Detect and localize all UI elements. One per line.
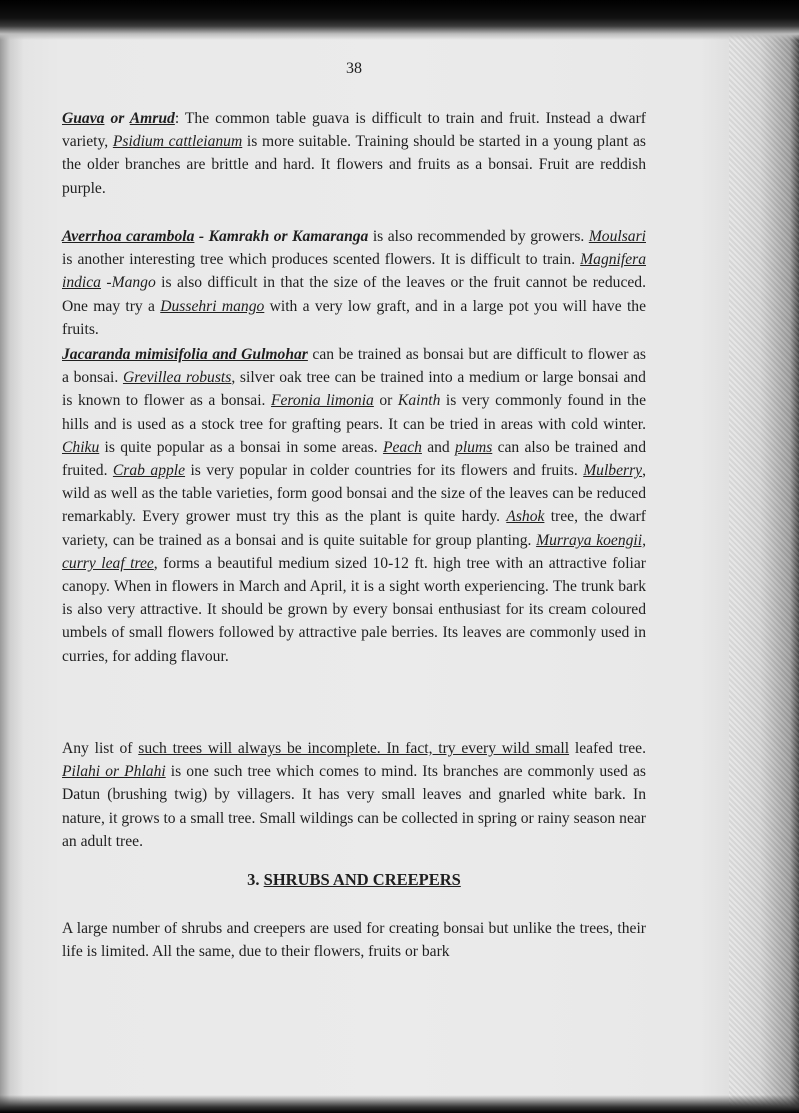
term-plums: plums [455,438,493,456]
section-heading [62,870,646,890]
term-ashok: Ashok [506,508,545,526]
section-number: 3. [247,870,264,889]
paragraph-jacaranda: Jacaranda mimisifolia and Gulmohar can be trained as bonsai but are difficult to flower as a bonsai. Grevillea robusts, silver oak tree can be trained into a medium or large bonsai and is known to flower as a bonsai. Feronia limonia or Kainth is very commonly found in the hills and is used as a stock tree for grafting pears. It can be tried in areas with cold winter. Chiku is quite popular as a bonsai in some areas. Peach and plums can also be trained and fruited. Crab apple is very popular in colder countries for its flowers and fruits. Mulberry, wild as well as the table varieties, form good bonsai and the size of the leaves can be reduced remarkably. Every grower must try this as the plant is quite hardy. Ashok tree, the dwarf variety, can be trained as a bonsai and is quite suitable for group planting. Murraya koengii, curry leaf tree, forms a beautiful medium sized 10-12 ft. high tree with an attractive foliar canopy. When in flowers in March and April, it is a sight worth experiencing. The trunk bark is also very attractive. It should be grown by every bonsai enthusiast for its cream coloured umbels of small flowers followed by attractive pale berries. Its leaves are commonly used in curries, for adding flavour. [62,346,647,665]
term-chiku: Chiku [62,438,100,456]
paragraph-guava: Guava or Amrud: The common table guava is difficult to train and fruit. Instead a dwarf variety, Psidium cattleianum is more suitable. Training should be started in a young plant as the older branches are brittle and hard. It flowers and fruits as a bonsai. Fruit are reddish purple. [62,110,646,197]
term-peach: Peach [382,438,422,456]
term-pilahi: Pilahi or Phlahi [62,763,166,781]
paragraph-averrhoa: Averrhoa carambola - Kamrakh or Kamaranga is also recommended by growers. Moulsari is another interesting tree which produces scented flowers. It is difficult to train. Magnifera indica -Mango is also difficult in that the size of the leaves or the fruit cannot be reduced. One may try a Dussehri mango with a very low graft, and in a large pot you will have the fruits. [62,228,646,338]
term-averrhoa: Averrhoa carambola [62,228,195,245]
term-psidium: Psidium cattleianum [112,133,243,151]
term-magnifera: Magnifera indica [62,251,646,292]
page-content [62,0,646,1113]
term-jacaranda: Jacaranda mimisifolia and Gulmohar [62,346,308,363]
term-mulberry: Mulberry [583,462,643,480]
term-crab-apple: Crab apple [112,462,186,480]
term-dussehri: Dussehri mango [160,297,265,315]
term-feronia: Feronia limonia [270,392,374,410]
term-murraya: Murraya koengii, curry leaf tree [62,531,646,572]
section-title: SHRUBS AND CREEPERS [263,870,461,889]
page-number: 38 [346,60,362,77]
term-kainth: Kainth [397,392,441,410]
underlined-phrase: such trees will always be incomplete. In fact, try every wild small [138,740,570,757]
term-moulsari: Moulsari [588,228,646,245]
paragraph-wild-trees: Any list of such trees will always be incomplete. In fact, try every wild small leafed tree. Pilahi or Phlahi is one such tree which comes to mind. Its branches are commonly used as Datun (brushing twig) by villagers. It has very small leaves and gnarled white bark. In nature, it grows to a small tree. Small wildings can be collected in spring or rainy season near an adult tree. [62,740,646,850]
term-guava: Guava [62,110,105,127]
paragraph-shrubs: A large number of shrubs and creepers are used for creating bonsai but unlike the trees, their life is limited. All the same, due to their flowers, fruits or bark [62,920,646,961]
term-amrud: Amrud [129,110,175,127]
page-fold-shadow [729,0,799,1113]
term-grevillea: Grevillea robusts [122,369,232,387]
